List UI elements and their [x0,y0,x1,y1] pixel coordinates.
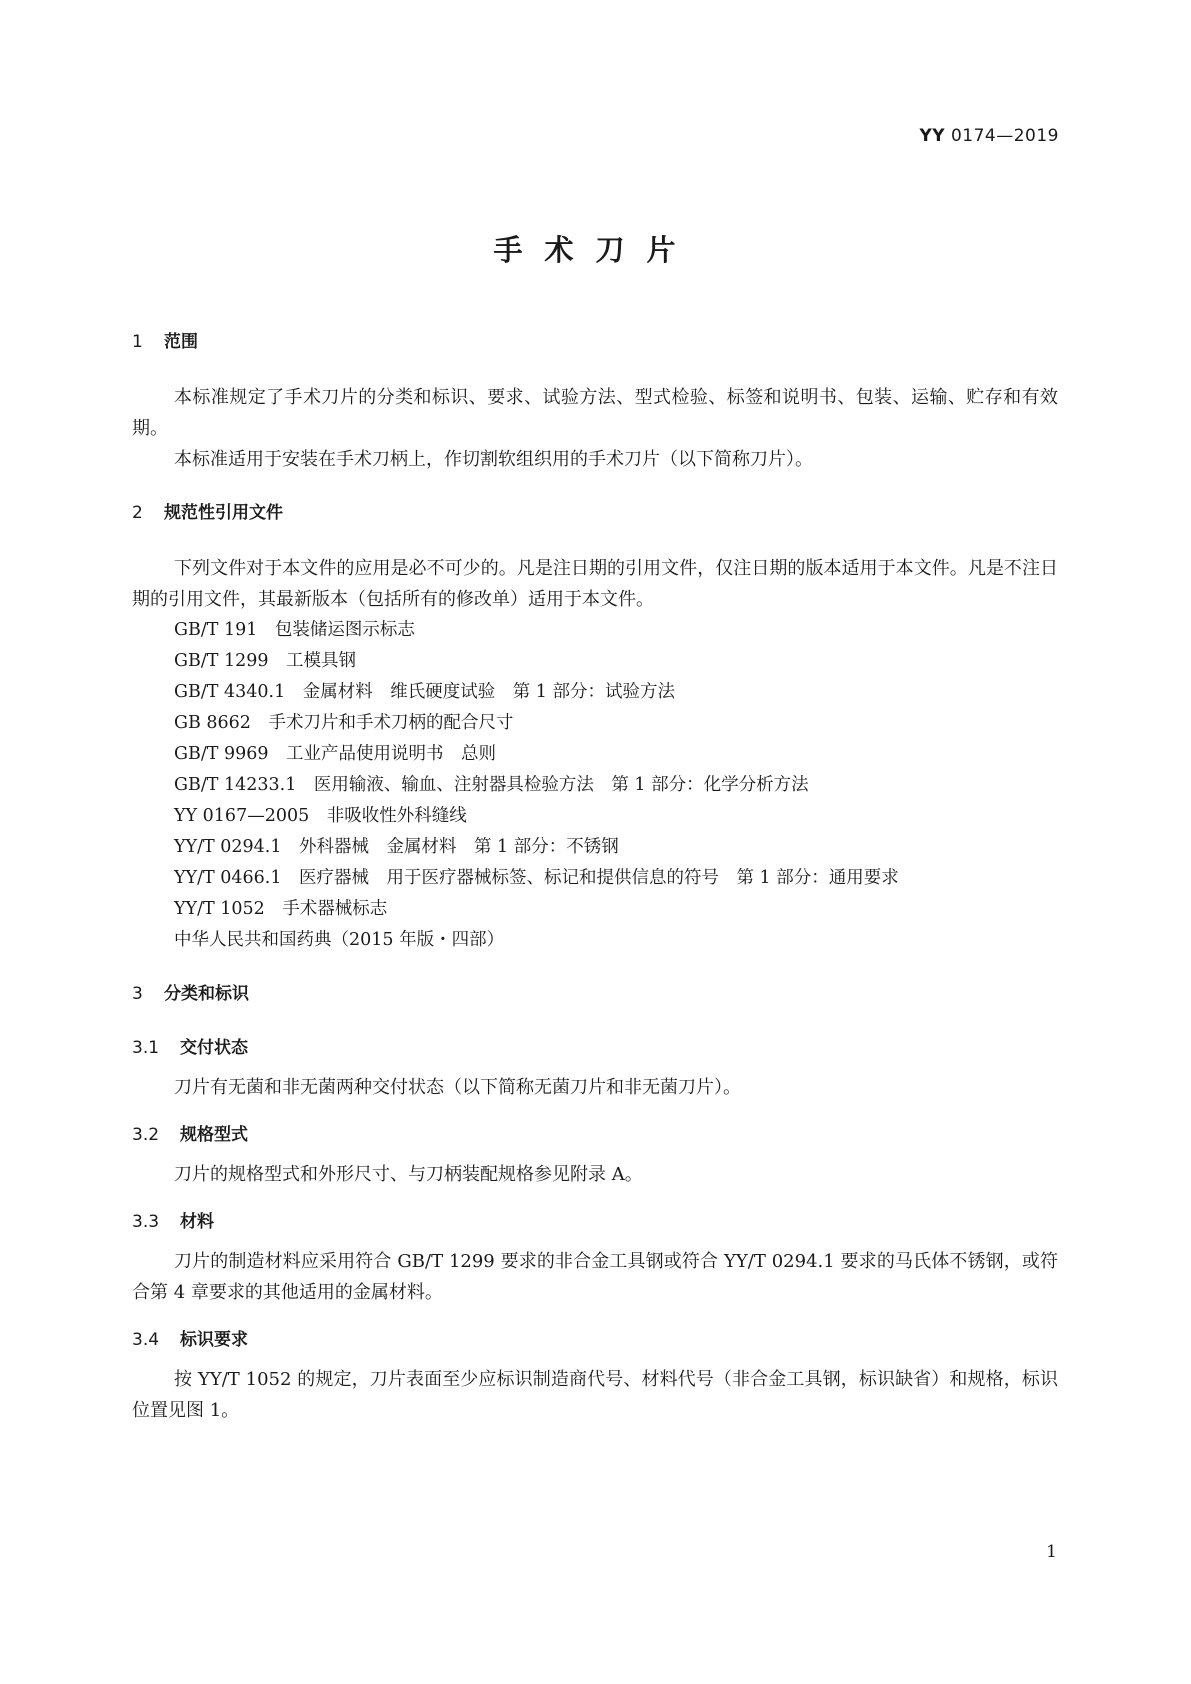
subsection-title: 交付状态 [180,1038,248,1058]
paragraph: 本标准规定了手术刀片的分类和标识、要求、试验方法、型式检验、标签和说明书、包装、运输、贮存和有效期。 [132,387,1058,439]
standard-code-number: 0174—2019 [950,126,1059,146]
subsection-heading-specification [132,1123,1058,1147]
subsection-heading-material [132,1210,1058,1234]
reference-item: YY 0167—2005 非吸收性外科缝线 [174,806,467,826]
paragraph: 本标准适用于安装在手术刀柄上，作切割软组织用的手术刀片（以下简称刀片）。 [174,449,813,470]
reference-item: YY/T 1052 手术器械标志 [174,899,388,919]
section-heading-scope [132,330,1058,354]
section-heading-normative-references [132,501,1058,525]
subsection-number: 3.1 [132,1038,160,1058]
reference-item: YY/T 0466.1 医疗器械 用于医疗器械标签、标记和提供信息的符号 第 1 部分：通用要求 [174,868,899,888]
reference-item: GB/T 9969 工业产品使用说明书 总则 [174,744,497,764]
paragraph: 按 YY/T 1052 的规定，刀片表面至少应标识制造商代号、材料代号（非合金工具钢，标识缺省）和规格，标识位置见图 1。 [132,1369,1058,1421]
subsection-title: 规格型式 [180,1125,248,1145]
section-title: 范围 [164,332,198,352]
section-title: 规范性引用文件 [164,503,283,523]
section-heading-classification [132,982,1058,1006]
standard-code-prefix: YY [919,126,946,146]
subsection-number: 3.2 [132,1125,160,1145]
standard-code [919,126,1059,146]
reference-list [132,615,1058,956]
reference-item: GB/T 1299 工模具钢 [174,651,357,671]
section-number: 1 [132,332,143,352]
reference-item: GB/T 4340.1 金属材料 维氏硬度试验 第 1 部分：试验方法 [174,682,675,702]
subsection-heading-delivery-state [132,1036,1058,1060]
section-number: 3 [132,984,143,1004]
subsection-number: 3.3 [132,1212,160,1232]
page-number: 1 [1046,1542,1057,1562]
reference-item: 中华人民共和国药典（2015 年版・四部） [174,930,505,950]
document-title: 手术刀片 [493,233,698,267]
reference-item: GB/T 14233.1 医用输液、输血、注射器具检验方法 第 1 部分：化学分析方法 [174,775,809,795]
section-number: 2 [132,503,143,523]
reference-item: YY/T 0294.1 外科器械 金属材料 第 1 部分：不锈钢 [174,837,619,857]
document-body [132,330,1058,1426]
paragraph: 刀片有无菌和非无菌两种交付状态（以下简称无菌刀片和非无菌刀片）。 [174,1077,741,1098]
subsection-title: 标识要求 [180,1330,248,1350]
section-title: 分类和标识 [164,984,249,1004]
paragraph: 刀片的制造材料应采用符合 GB/T 1299 要求的非合金工具钢或符合 YY/T 0294.1 要求的马氏体不锈钢，或符合第 4 章要求的其他适用的金属材料。 [132,1251,1058,1303]
subsection-heading-marking [132,1328,1058,1352]
reference-item: GB 8662 手术刀片和手术刀柄的配合尺寸 [174,713,514,733]
paragraph: 刀片的规格型式和外形尺寸、与刀柄装配规格参见附录 A。 [174,1164,643,1185]
subsection-number: 3.4 [132,1330,160,1350]
subsection-title: 材料 [180,1212,214,1232]
paragraph: 下列文件对于本文件的应用是必不可少的。凡是注日期的引用文件，仅注日期的版本适用于本文件。凡是不注日期的引用文件，其最新版本（包括所有的修改单）适用于本文件。 [132,558,1058,610]
reference-item: GB/T 191 包装储运图示标志 [174,620,415,640]
